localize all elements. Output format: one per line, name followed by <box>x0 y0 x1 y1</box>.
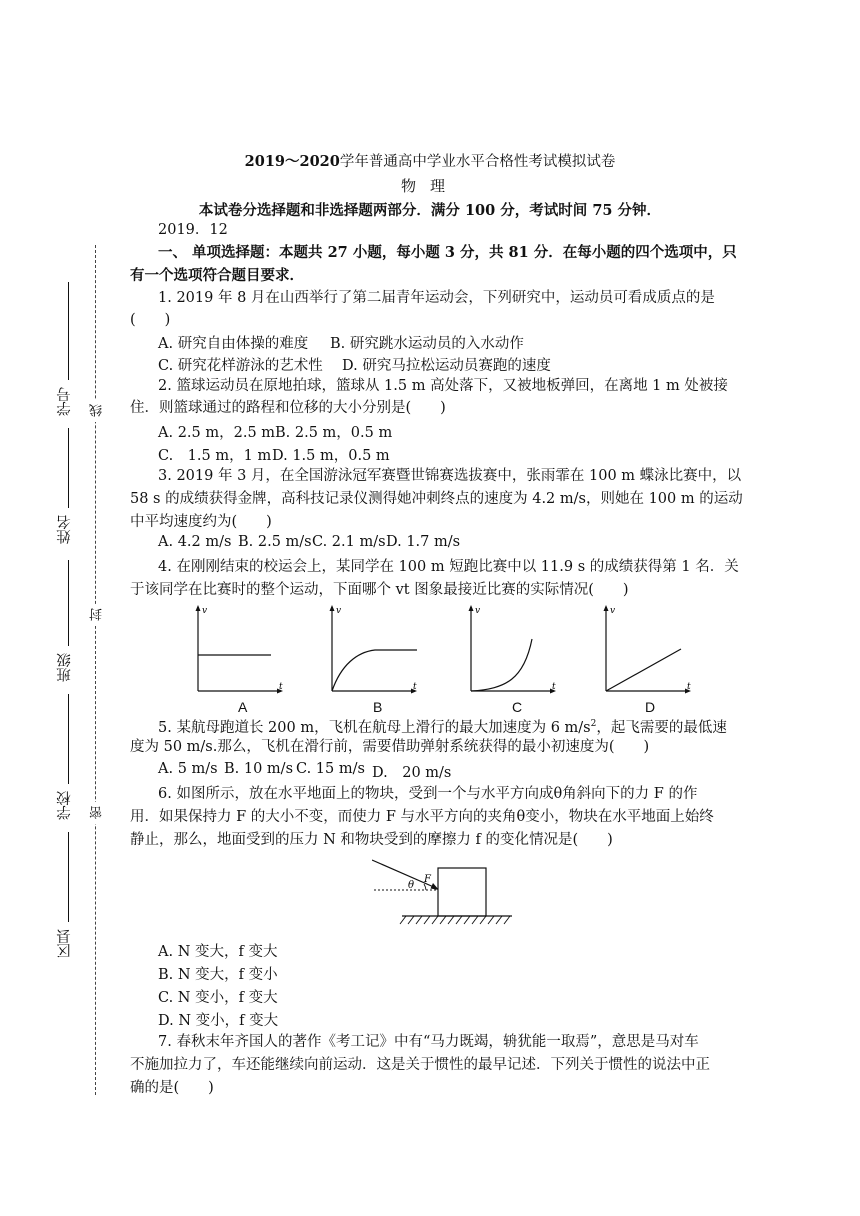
margin-label-name: 姓名 <box>57 515 73 545</box>
q7-stem-line3: 确的是( ) <box>130 1080 214 1096</box>
q6-force-figure-svg <box>372 858 522 930</box>
q3-option-a: A. 4.2 m/s <box>158 534 232 550</box>
cut-label-secret: 密 <box>88 802 104 824</box>
vt-graph-b-t-label: t <box>413 682 417 692</box>
q6-option-a: A. N 变大，f 变大 <box>158 944 278 960</box>
q7-stem-line2: 不施加拉力了，车还能继续向前运动．这是关于惯性的最早记述．下列关于惯性的说法中正 <box>130 1057 710 1073</box>
margin-label-student-id: 学号 <box>57 387 73 417</box>
binding-cut-line <box>95 245 96 1095</box>
q3-stem-line3: 中平均速度约为( ) <box>130 514 272 530</box>
vt-graph-a <box>193 605 293 701</box>
q3-option-b: B. 2.5 m/s <box>238 534 312 550</box>
q6-option-b: B. N 变大，f 变小 <box>158 967 278 983</box>
q6-block <box>438 868 486 916</box>
exam-title: 2019～2020学年普通高中学业水平合格性考试模拟试卷 <box>244 153 616 170</box>
vt-graph-b-curve <box>332 650 417 691</box>
q4-stem-line1: 4. 在刚刚结束的校运会上，某同学在 100 m 短跑比赛中以 11.9 s 的成绩获得第 1 名．关 <box>158 559 739 575</box>
q5-stem-line1: 5. 某航母跑道长 200 m，飞机在航母上滑行的最大加速度为 6 $m/s^2$，起飞需要的最低速 <box>158 719 727 736</box>
margin-blank-name <box>68 428 70 508</box>
vt-graph-d-t-label: t <box>687 682 691 692</box>
q6-angle-label: θ <box>408 880 415 891</box>
q2-option-b: B. 2.5 m，0.5 m <box>275 425 393 441</box>
vt-graph-d-v-arrow <box>604 605 609 611</box>
q2-option-a: A. 2.5 m，2.5 m <box>158 425 276 441</box>
q6-ground-hatch <box>400 916 510 924</box>
q1-option-a: A. 研究自由体操的难度 <box>158 336 309 352</box>
q2-option-c: C. 1.5 m，1 m <box>158 448 272 464</box>
q1-option-d: D. 研究马拉松运动员赛跑的速度 <box>342 358 551 374</box>
q6-force-figure <box>372 858 522 934</box>
q3-stem-line2: 58 s 的成绩获得金牌，高科技记录仪测得她冲刺终点的速度为 4.2 m/s，则她在 100 m 的运动 <box>130 491 743 507</box>
q2-stem-line2: 住．则篮球通过的路程和位移的大小分别是( ) <box>130 400 446 416</box>
margin-label-class: 班级 <box>57 653 73 683</box>
q1-option-b: B. 研究跳水运动员的入水动作 <box>330 336 524 352</box>
vt-graph-d <box>601 605 701 701</box>
q3-option-c: C. 2.1 m/s <box>312 534 386 550</box>
vt-graph-b-v-arrow <box>330 605 335 611</box>
margin-blank-class <box>68 560 70 646</box>
q1-stem-line1: 1. 2019 年 8 月在山西举行了第二届青年运动会，下列研究中，运动员可看成质点的是 <box>158 290 715 306</box>
vt-graph-d-label: D <box>645 699 656 715</box>
vt-graph-c <box>466 605 566 701</box>
vt-graph-a-svg <box>193 605 293 697</box>
vt-graph-b-v-label: v <box>336 606 342 616</box>
q5-option-c: C. 15 m/s <box>296 761 365 777</box>
margin-blank-district <box>68 832 70 922</box>
margin-label-district: 区县 <box>57 929 73 959</box>
q2-stem-line1: 2. 篮球运动员在原地拍球，篮球从 1.5 m 高处落下，又被地板弹回，在离地 1 m 处被接 <box>158 378 728 394</box>
q5-option-b: B. 10 m/s <box>224 761 294 777</box>
cut-label-seal: 封 <box>88 604 104 626</box>
vt-graph-a-v-arrow <box>196 605 201 611</box>
q2-option-d: D. 1.5 m，0.5 m <box>272 448 390 464</box>
q6-force-label: F <box>424 874 431 885</box>
vt-graph-c-v-label: v <box>475 606 481 616</box>
margin-label-school: 学校 <box>57 791 73 821</box>
vt-graph-b-label: B <box>373 699 383 715</box>
margin-blank-school <box>68 694 70 784</box>
q6-stem-line2: 用．如果保持力 F 的大小不变，而使力 F 与水平方向的夹角θ变小，物块在水平地面上始终 <box>130 809 714 825</box>
q5-option-a: A. 5 m/s <box>158 761 218 777</box>
exam-date: 2019．12 <box>158 222 228 238</box>
vt-graph-a-label: A <box>238 699 248 715</box>
q6-option-d: D. N 变小，f 变大 <box>158 1013 279 1029</box>
cut-label-line: 线 <box>88 400 104 422</box>
q6-stem-line3: 静止，那么，地面受到的压力 N 和物块受到的摩擦力 f 的变化情况是( ) <box>130 832 613 848</box>
vt-graph-a-v-label: v <box>202 606 208 616</box>
q7-stem-line1: 7. 春秋末年齐国人的著作《考工记》中有“马力既竭，辀犹能一取焉”，意思是马对车 <box>158 1034 699 1050</box>
vt-graph-c-t-label: t <box>552 682 556 692</box>
q6-option-c: C. N 变小，f 变大 <box>158 990 278 1006</box>
vt-graph-c-label: C <box>512 699 523 715</box>
q3-stem-line1: 3. 2019 年 3 月，在全国游泳冠军赛暨世锦赛选拔赛中，张雨霏在 100 m 蝶泳比赛中，以 <box>158 468 742 484</box>
q6-stem-line1: 6. 如图所示，放在水平地面上的物块，受到一个与水平方向成θ角斜向下的力 F 的作 <box>158 786 698 802</box>
q4-stem-line2: 于该同学在比赛时的整个运动，下面哪个 vt 图象最接近比赛的实际情况( ) <box>130 582 629 598</box>
section-heading-line2: 有一个选项符合题目要求． <box>130 267 304 284</box>
q5-stem-line2: 度为 50 m/s.那么，飞机在滑行前，需要借助弹射系统获得的最小初速度为( ) <box>130 739 650 755</box>
vt-graph-b-svg <box>327 605 427 697</box>
q3-option-d: D. 1.7 m/s <box>386 534 461 550</box>
vt-graph-c-curve <box>471 639 532 691</box>
vt-graph-c-svg <box>466 605 566 697</box>
vt-graph-a-t-label: t <box>279 682 283 692</box>
vt-graph-c-v-arrow <box>469 605 474 611</box>
section-heading-line1: 一、 单项选择题：本题共 27 小题，每小题 3 分，共 81 分．在每小题的四个选项中，只 <box>158 244 737 261</box>
vt-graph-d-curve <box>606 649 681 691</box>
vt-graph-d-svg <box>601 605 701 697</box>
exam-instructions: 本试卷分选择题和非选择题两部分．满分 100 分，考试时间 75 分钟． <box>198 202 662 219</box>
q1-option-c: C. 研究花样游泳的艺术性 <box>158 358 323 374</box>
margin-blank-student-id <box>68 282 70 380</box>
vt-graph-b <box>327 605 427 701</box>
subject-title: 物理 <box>400 177 459 195</box>
vt-graph-d-v-label: v <box>610 606 616 616</box>
q5-option-d: D. 20 m/s <box>372 765 452 781</box>
q1-stem-line2: ( ) <box>130 312 171 328</box>
